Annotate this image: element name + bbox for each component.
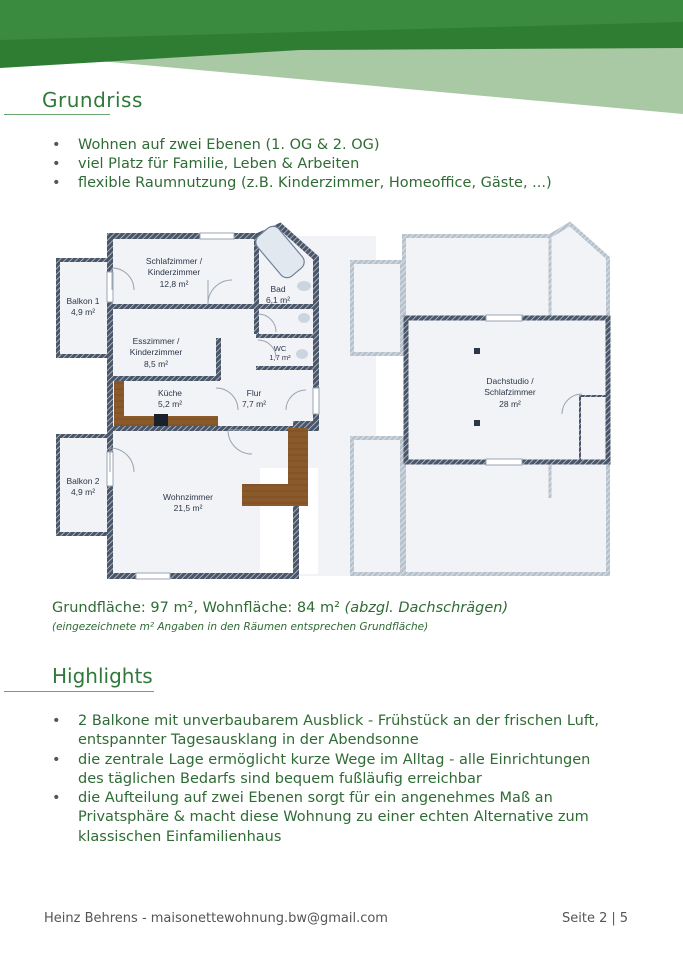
list-item: • Wohnen auf zwei Ebenen (1. OG & 2. OG) [52, 136, 552, 155]
svg-text:21,5 m²: 21,5 m² [173, 503, 203, 513]
list-item: • die Aufteilung auf zwei Ebenen sorgt für ein angenehmes Maß an Privatsphäre & macht diese Wohnung zu einer echten Alternative zum klassischen Einfamilienhaus [52, 789, 662, 847]
room-label-balkon-2: Balkon 2 [66, 476, 100, 486]
svg-text:12,8 m²: 12,8 m² [159, 279, 189, 289]
highlights-list [52, 712, 662, 847]
highlights-underline [4, 691, 154, 692]
page-total: 5 [619, 911, 629, 926]
room-label-wc: WC [273, 344, 287, 353]
section-title-highlights: Highlights [52, 664, 153, 688]
svg-text:4,9 m²: 4,9 m² [70, 487, 96, 497]
footer-page-number [562, 911, 628, 926]
svg-text:Kinderzimmer: Kinderzimmer [147, 267, 201, 277]
svg-text:Kinderzimmer: Kinderzimmer [129, 347, 183, 357]
page-current: 2 [599, 911, 608, 926]
title-underline [4, 114, 110, 115]
list-item: • 2 Balkone mit unverbaubarem Ausblick - Frühstück an der frischen Luft, entspannter Tagesausklang in der Abendsonne [52, 712, 662, 751]
room-label-schlafzimmer: Schlafzimmer / [145, 256, 203, 266]
svg-text:8,5 m²: 8,5 m² [143, 359, 169, 369]
page-separator: | [611, 911, 616, 926]
svg-text:4,9 m²: 4,9 m² [70, 307, 96, 317]
area-note: (eingezeichnete m² Angaben in den Räumen entsprechen Grundfläche) [52, 621, 429, 633]
area-summary [52, 600, 508, 616]
list-item: • die zentrale Lage ermöglicht kurze Wege im Alltag - alle Einrichtungen des täglichen Bedarfs sind bequem fußläufig erreichbar [52, 751, 662, 790]
room-label-balkon-1: Balkon 1 [66, 296, 100, 306]
room-label-wohnzimmer: Wohnzimmer [163, 492, 213, 502]
page-label: Seite [562, 911, 595, 926]
area-summary-italic: (abzgl. Dachschrägen) [344, 600, 509, 616]
floorplan-upper [352, 224, 608, 574]
floorplan [50, 218, 630, 590]
intro-bullet-list [52, 136, 552, 193]
room-label-esszimmer: Esszimmer / [132, 336, 180, 346]
room-label-kueche: Küche [157, 388, 183, 398]
svg-text:6,1 m²: 6,1 m² [265, 295, 291, 305]
section-title-grundriss: Grundriss [42, 88, 143, 112]
svg-text:5,2 m²: 5,2 m² [157, 399, 183, 409]
room-label-bad: Bad [270, 284, 286, 294]
svg-text:Schlafzimmer: Schlafzimmer [484, 387, 536, 397]
list-item: • viel Platz für Familie, Leben & Arbeiten [52, 155, 552, 174]
room-label-dachstudio: Dachstudio / [486, 376, 534, 386]
room-label-flur: Flur [246, 388, 262, 398]
area-summary-text: Grundfläche: 97 m², Wohnfläche: 84 m² [52, 600, 340, 616]
floorplan-lower [58, 223, 376, 579]
footer-contact: Heinz Behrens - maisonettewohnung.bw@gmail.com [44, 911, 388, 926]
svg-text:1,7 m²: 1,7 m² [269, 353, 291, 362]
list-item: • flexible Raumnutzung (z.B. Kinderzimmer, Homeoffice, Gäste, ...) [52, 174, 552, 193]
svg-text:28 m²: 28 m² [499, 399, 521, 409]
svg-text:7,7 m²: 7,7 m² [241, 399, 267, 409]
